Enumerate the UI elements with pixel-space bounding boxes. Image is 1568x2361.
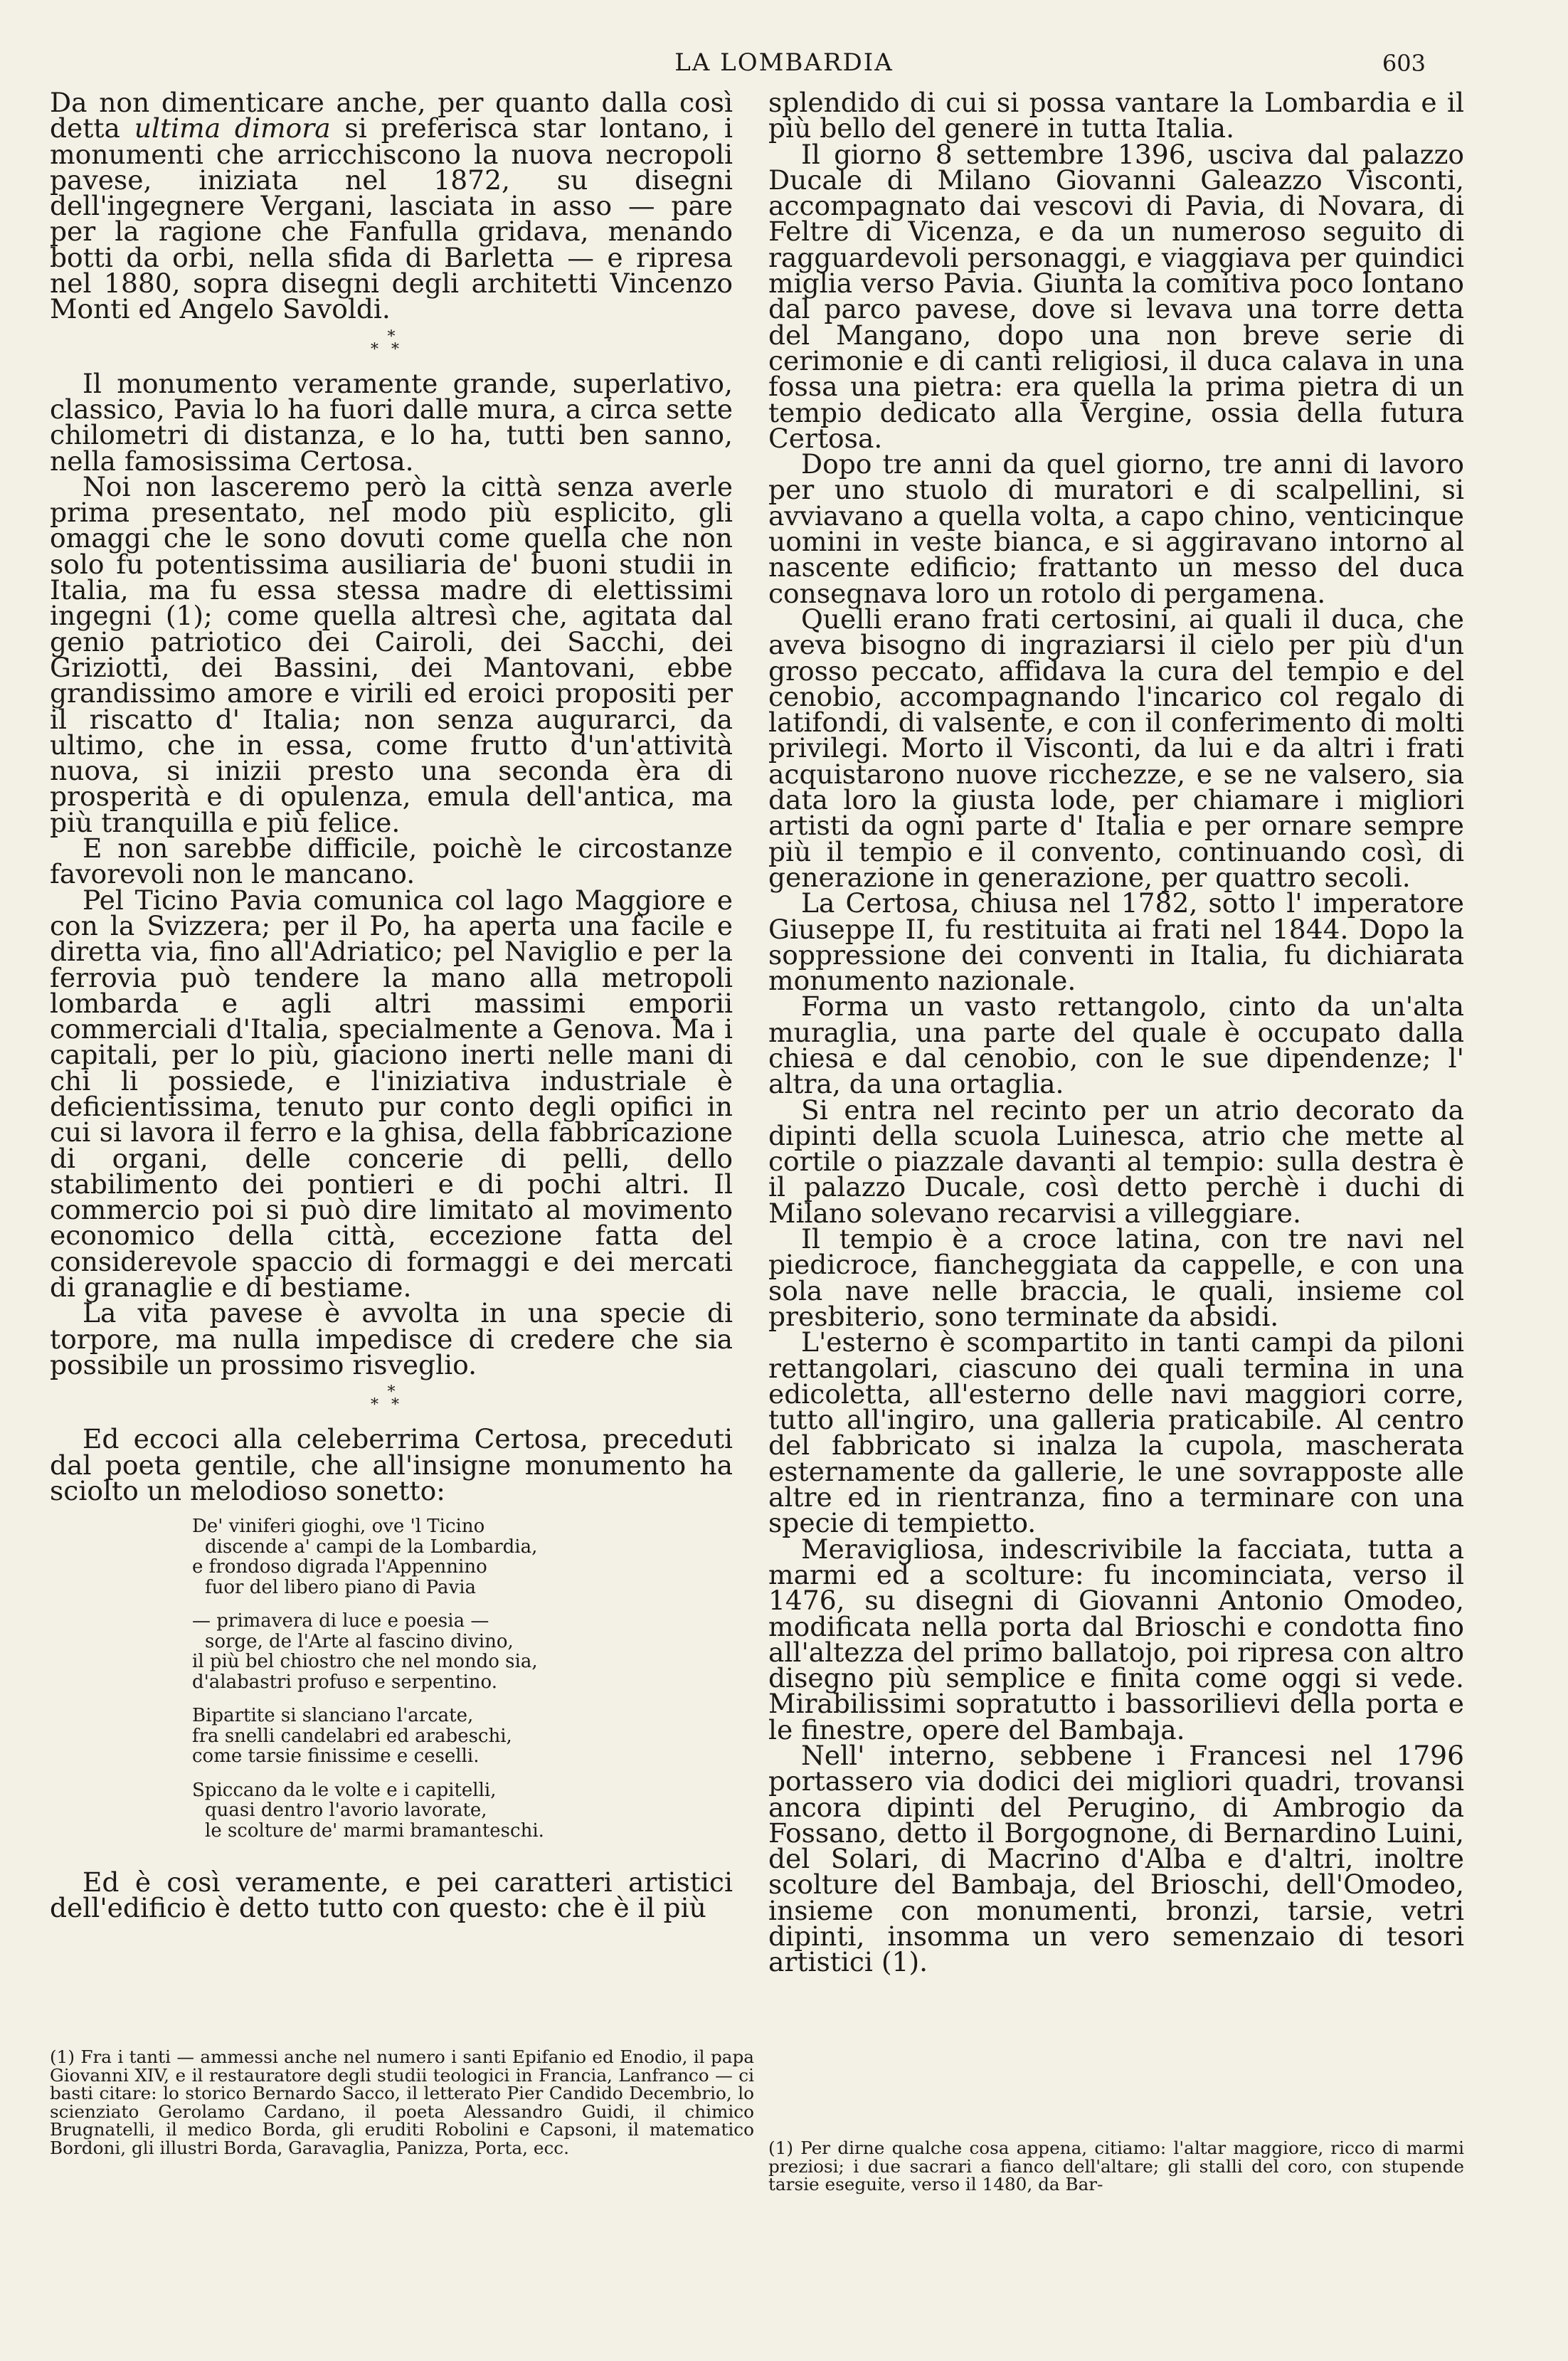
verse-line: Bipartite si slanciano l'arcate,	[192, 1705, 474, 1727]
running-head	[0, 44, 1568, 87]
paragraph: Nell' interno, sebbene i Francesi nel 1796 portassero via dodici dei migliori quadri, trovansi ancora dipinti del Perugino, di Ambrogio da Fossano, detto il Borgognone, di Bernardino Luini, del Solari, di Macrino d'Alba e d'altri, inoltre scolture del Bambaja, del Brioschi, dell'Omodeo, insieme con monumenti, bronzi, tarsie, vetri dipinti, insomma un vero semenzaio di tesori artistici (1).	[768, 1740, 1464, 1978]
verse-line: — primavera di luce e poesia —	[192, 1610, 489, 1632]
verse-line: De' viniferi gioghi, ove 'l Ticino	[192, 1516, 485, 1538]
left-column	[50, 87, 733, 1924]
paragraph: E non sarebbe difficile, poichè le circostanze favorevoli non le mancano.	[50, 833, 733, 890]
page-number: 603	[1382, 50, 1426, 77]
paragraph: Ed è così veramente, e pei caratteri artistici dell'edificio è detto tutto con questo: che è il più	[50, 1866, 733, 1924]
verse-line: sorge, de l'Arte al fascino divino,	[205, 1630, 514, 1652]
verse-line: discende a' campi de la Lombardia,	[205, 1536, 538, 1558]
paragraph: L'esterno è scompartito in tanti campi da piloni rettangolari, ciascuno dei quali termina in una edicoletta, all'esterno delle navi maggiori corre, tutto all'ingiro, una galleria praticabile. Al centro del fabbricato si inalza la cupola, mascherata esternamente da gallerie, le une sovrapposte alle altre ed in rientranza, fino a terminare con una specie di tempietto.	[768, 1326, 1464, 1539]
section-separator: * **	[371, 327, 412, 359]
verse-line: come tarsie finissime e ceselli.	[192, 1745, 480, 1768]
right-column	[768, 87, 1464, 1978]
paragraph: La vita pavese è avvolta in una specie di torpore, ma nulla impedisce di credere che sia possibile un prossimo risveglio.	[50, 1297, 733, 1380]
paragraph: Noi non lasceremo però la città senza averle prima presentato, nel modo più esplicito, gli omaggi che le sono dovuti come quella che non solo fu potentissima ausiliaria de' buoni studii in Italia, ma fu essa stessa madre di elettissimi ingegni (1); come quella altresì che, agitata dal genio patriotico dei Cairoli, dei Sacchi, dei Griziotti, dei Bassini, dei Mantovani, ebbe grandissimo amore e virili ed eroici propositi per il riscatto d' Italia; non senza augurarci, da ultimo, che in essa, come frutto d'un'attività nuova, si inizii presto una seconda èra di prosperità e di opulenza, emula dell'antica, ma più tranquilla e più felice.	[50, 470, 733, 838]
stanza	[192, 1706, 733, 1767]
footnote-left	[50, 2048, 754, 2157]
sonnet	[192, 1516, 733, 1841]
paragraph: Si entra nel recinto per un atrio decorato da dipinti della scuola Luinesca, atrio che mette al cortile o piazzale davanti al tempio: sulla destra è il palazzo Ducale, così detto perchè i duchi di Milano solevano recarvisi a villeggiare.	[768, 1094, 1464, 1229]
text-run: si preferisca star lontano, i monumenti che arricchiscono la nuova necropoli pavese, iniziata nel 1872, su disegni dell'ingegnere Vergani, lasciata in asso — pare per la ragione che Fanfulla gridava, menando botti da orbi, nella sfida di Barletta — e ripresa nel 1880, sopra disegni degli architetti Vincenzo Monti ed Angelo Savoldi.	[50, 112, 733, 325]
paragraph: Forma un vasto rettangolo, cinto da un'alta muraglia, una parte del quale è occupato dalla chiesa e dal cenobio, con le sue dipendenze; l' altra, da una ortaglia.	[768, 991, 1464, 1100]
running-head-title: LA LOMBARDIA	[674, 48, 894, 77]
verse-line: quasi dentro l'avorio lavorate,	[205, 1800, 487, 1822]
verse-line: fra snelli candelabri ed arabeschi,	[192, 1725, 512, 1747]
footnote-text: (1) Per dirne qualche cosa appena, citiamo: l'altar maggiore, ricco di marmi preziosi; i due sacrari a fianco dell'altare; gli stalli del coro, con stupende tarsie eseguite, verso il 1480, da Bar-	[768, 2138, 1464, 2194]
stanza	[192, 1516, 733, 1597]
section-separator: * **	[371, 1383, 412, 1415]
paragraph: Il giorno 8 settembre 1396, usciva dal palazzo Ducale di Milano Giovanni Galeazzo Visconti, accompagnato dai vescovi di Pavia, di Novara, di Feltre di Vicenza, e da un numeroso seguito di ragguardevoli personaggi, e viaggiava per quindici miglia verso Pavia. Giunta la comitiva poco lontano dal parco pavese, dove si levava una torre detta del Mangano, dopo una non breve serie di cerimonie e di canti religiosi, il duca calava in una fossa una pietra: era quella la prima pietra di un tempio dedicato alla Vergine, ossia della futura Certosa.	[768, 138, 1464, 454]
paragraph: Pel Ticino Pavia comunica col lago Maggiore e con la Svizzera; per il Po, ha aperta una facile e diretta via, fino all'Adriatico; pel Naviglio e per la ferrovia può tendere la mano alla metropoli lombarda e agli altri massimi emporii commerciali d'Italia, specialmente a Genova. Ma i capitali, per lo più, giaciono inerti nelle mani di chi li possiede, e l'iniziativa industriale è deficientissima, tenuto pur conto degli opifici in cui si lavora il ferro e la ghisa, della fabbricazione di organi, delle concerie di pelli, dello stabilimento dei pontieri e di pochi altri. Il commercio poi si può dire limitato al movimento economico della città, eccezione fatta del considerevole spaccio di formaggi e dei mercati di granaglie e di bestiame.	[50, 884, 733, 1304]
paragraph: Meravigliosa, indescrivibile la facciata, tutta a marmi ed a scolture: fu incominciata, verso il 1476, su disegni di Giovanni Antonio Omodeo, modificata nella porta dal Brioschi e condotta fino all'altezza del primo ballatojo, poi ripresa con altro disegno più semplice e finita come oggi si vede. Mirabilissimi sopratutto i bassorilievi della porta e le finestre, opere del Bambaja.	[768, 1533, 1464, 1745]
stanza	[192, 1780, 733, 1842]
verse-line: e frondoso digrada l'Appennino	[192, 1556, 487, 1578]
text-run: Da non dimenticare anche, per quanto dalla così detta	[50, 87, 733, 144]
paragraph: Dopo tre anni da quel giorno, tre anni di lavoro per uno stuolo di muratori e di scalpellini, si avviavano a quella volta, a capo chino, venticinque uomini in veste bianca, e si aggiravano intorno al nascente edificio; frattanto un messo del duca consegnava loro un rotolo di pergamena.	[768, 448, 1464, 609]
paragraph: La Certosa, chiusa nel 1782, sotto l' imperatore Giuseppe II, fu restituita ai frati nel 1844. Dopo la soppressione dei conventi in Italia, fu dichiarata monumento nazionale.	[768, 887, 1464, 997]
verse-line: Spiccano da le volte e i capitelli,	[192, 1779, 497, 1801]
verse-line: le scolture de' marmi bramanteschi.	[205, 1819, 544, 1842]
footnote-right	[768, 2139, 1464, 2194]
paragraph: Il monumento veramente grande, superlativo, classico, Pavia lo ha fuori dalle mura, a circa sette chilometri di distanza, e lo ha, tutti ben sanno, nella famosissima Certosa.	[50, 367, 733, 477]
paragraph: Ed eccoci alla celeberrima Certosa, preceduti dal poeta gentile, che all'insigne monumento ha sciolto un melodioso sonetto:	[50, 1423, 733, 1506]
paragraph: Il tempio è a croce latina, con tre navi nel piedicroce, fiancheggiata da cappelle, e con una sola nave nelle braccia, le quali, insieme col presbiterio, sono terminate da absidi.	[768, 1223, 1464, 1332]
paragraph: splendido di cui si possa vantare la Lombardia e il più bello del genere in tutta Italia.	[768, 87, 1464, 144]
verse-line: il più bel chiostro che nel mondo sia,	[192, 1651, 538, 1673]
paragraph	[50, 87, 733, 325]
verse-line: d'alabastri profuso e serpentino.	[192, 1671, 497, 1693]
italic-phrase: ultima dimora	[134, 112, 331, 144]
paragraph: Quelli erano frati certosini, ai quali il duca, che aveva bisogno di ingraziarsi il cielo per più d'un grosso peccato, affidava la cura del tempio e del cenobio, accompagnando l'incarico col regalo di latifondi, di valsente, e con il conferimento di molti privilegi. Morto il Visconti, da lui e da altri i frati acquistarono nuove ricchezze, e se ne valsero, sia data loro la giusta lode, per chiamare i migliori artisti da ogni parte d' Italia e per ornare sempre più il tempio e il convento, continuando così, di generazione in generazione, per quattro secoli.	[768, 603, 1464, 893]
footnote-text: (1) Fra i tanti — ammessi anche nel numero i santi Epifanio ed Enodio, il papa Giovanni XIV, e il restauratore degli studii teologici in Francia, Lanfranco — ci basti citare: lo storico Bernardo Sacco, il letterato Pier Candido Decembrio, lo scienziato Gerolamo Cardano, il poeta Alessandro Guidi, il chimico Brugnatelli, il medico Borda, gli eruditi Robolini e Capsoni, il matematico Bordoni, gli illustri Borda, Garavaglia, Panizza, Porta, ecc.	[50, 2046, 754, 2158]
stanza	[192, 1611, 733, 1692]
verse-line: fuor del libero piano di Pavia	[205, 1576, 477, 1598]
